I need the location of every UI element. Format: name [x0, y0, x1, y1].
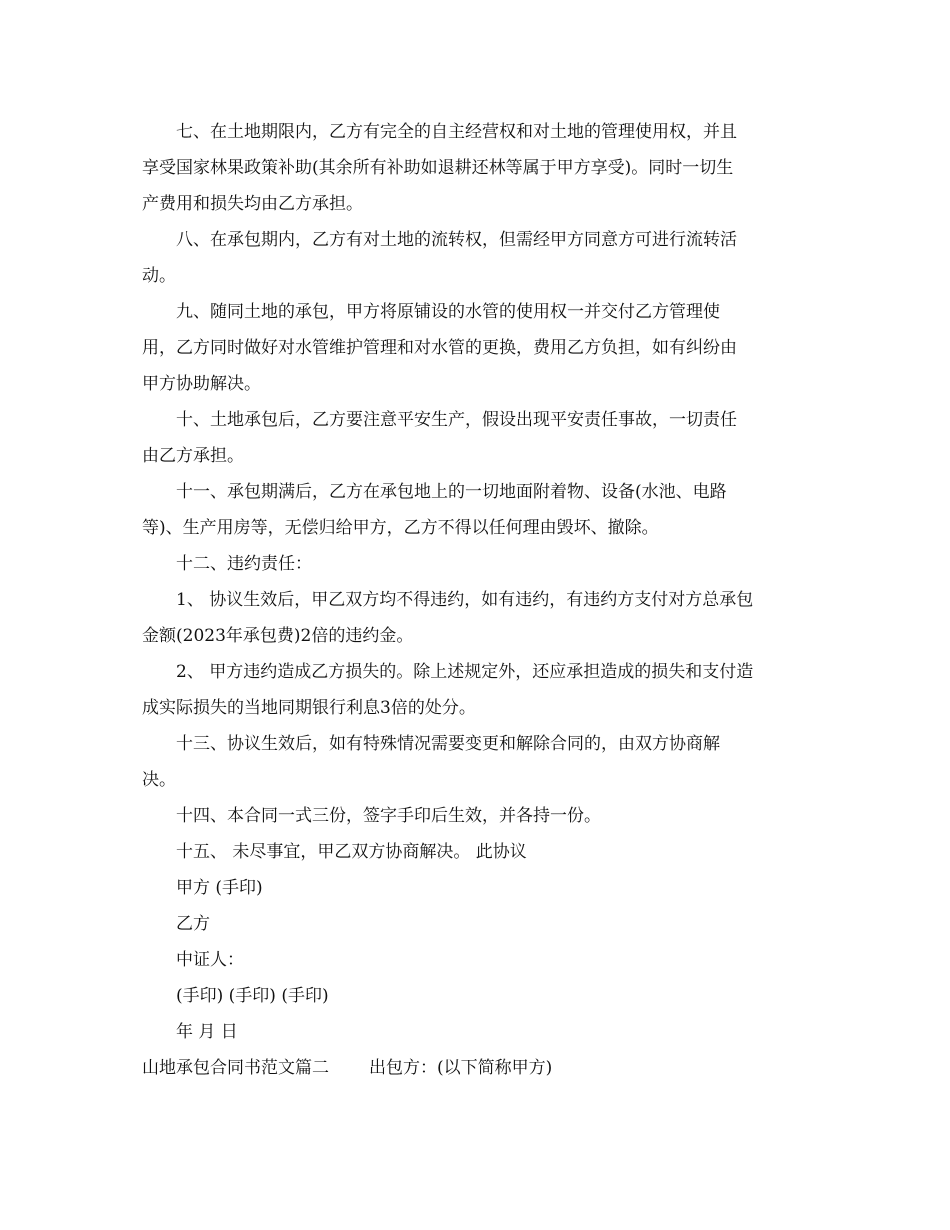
text-line: 金额(2023年承包费)2倍的违约金。	[142, 626, 414, 646]
clause-13	[142, 726, 810, 798]
clause-7	[142, 114, 810, 222]
clause-12-item-2	[142, 654, 810, 726]
clause-14	[142, 798, 810, 834]
next-section-line	[142, 1050, 810, 1086]
clause-15	[142, 834, 810, 870]
text-line: 十五、 未尽事宜，甲乙双方协商解决。 此协议	[176, 842, 527, 862]
text-line: 决。	[142, 770, 176, 790]
text-line: 用，乙方同时做好对水管维护管理和对水管的更换，费用乙方负担，如有纠纷由	[142, 338, 737, 358]
text-line: 成实际损失的当地同期银行利息3倍的处分。	[142, 698, 476, 718]
clause-12-item-1	[142, 582, 810, 654]
document-body	[142, 114, 810, 1086]
text-line: 十一、承包期满后，乙方在承包地上的一切地面附着物、设备(水池、电路	[176, 482, 727, 502]
text-line: 十四、本合同一式三份，签字手印后生效，并各持一份。	[176, 806, 601, 826]
party-b-signature: 乙方	[176, 914, 210, 934]
issuer-label: 出包方：(以下简称甲方)	[369, 1058, 553, 1078]
clause-11	[142, 474, 810, 546]
clause-10	[142, 402, 810, 474]
text-line: 产费用和损失均由乙方承担。	[142, 194, 363, 214]
text-line: 2、 甲方违约造成乙方损失的。除上述规定外，还应承担造成的损失和支付造	[176, 662, 754, 682]
text-line: 十三、协议生效后，如有特殊情况需要变更和解除合同的，由双方协商解	[176, 734, 720, 754]
next-section-title: 山地承包合同书范文篇二	[142, 1058, 329, 1078]
signing-date: 年 月 日	[176, 1022, 238, 1042]
text-line: 动。	[142, 266, 176, 286]
text-line: 八、在承包期内，乙方有对土地的流转权，但需经甲方同意方可进行流转活	[176, 230, 737, 250]
text-line: 等)、生产用房等，无偿归给甲方，乙方不得以任何理由毁坏、撤除。	[142, 518, 659, 538]
text-line: 九、随同土地的承包，甲方将原铺设的水管的使用权一并交付乙方管理使	[176, 302, 720, 322]
text-line: 甲方协助解决。	[142, 374, 261, 394]
text-line: 十二、违约责任：	[176, 554, 312, 574]
text-line: 七、在土地期限内，乙方有完全的自主经营权和对土地的管理使用权，并且	[176, 122, 737, 142]
text-line: 十、土地承包后，乙方要注意平安生产，假设出现平安责任事故，一切责任	[176, 410, 737, 430]
clause-9	[142, 294, 810, 402]
fingerprint-marks: (手印) (手印) (手印)	[176, 986, 329, 1006]
party-a-signature: 甲方 (手印)	[176, 878, 263, 898]
witness-label: 中证人：	[176, 950, 244, 970]
clause-8	[142, 222, 810, 294]
text-line: 由乙方承担。	[142, 446, 244, 466]
text-line: 1、 协议生效后，甲乙双方均不得违约，如有违约，有违约方支付对方总承包	[176, 590, 754, 610]
text-line: 享受国家林果政策补助(其余所有补助如退耕还林等属于甲方享受)。同时一切生	[142, 158, 734, 178]
clause-12-heading	[142, 546, 810, 582]
